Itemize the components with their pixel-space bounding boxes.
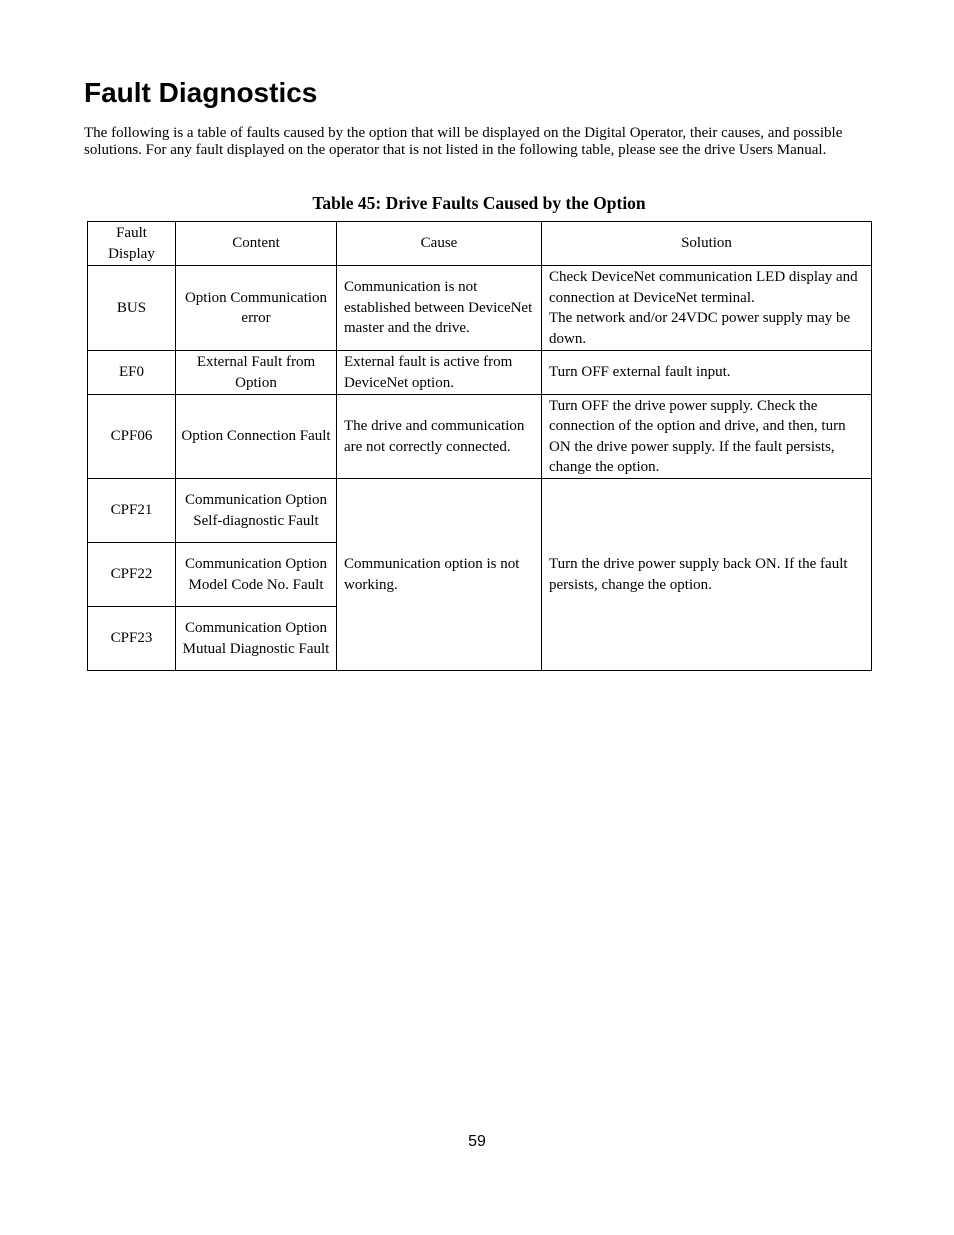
header-fault-display: Fault Display — [88, 222, 176, 266]
page-number: 59 — [468, 1133, 486, 1150]
fault-content: Communication Option Model Code No. Fault — [176, 543, 337, 607]
fault-content: Communication Option Self-diagnostic Fault — [176, 479, 337, 543]
table-row — [88, 266, 872, 351]
table-row — [88, 395, 872, 479]
page-heading: Fault Diagnostics — [84, 77, 318, 108]
fault-code: CPF06 — [88, 395, 176, 479]
fault-content: Option Connection Fault — [176, 395, 337, 479]
table-header-row — [88, 222, 872, 266]
table-caption: Table 45: Drive Faults Caused by the Option — [312, 193, 646, 213]
intro-paragraph: The following is a table of faults caused by the option that will be displayed on the Digital Operator, their causes, and possible solutions. For any fault displayed on the operator that is not listed in the following table, please see the drive Users Manual. — [84, 125, 843, 158]
fault-code: CPF22 — [88, 543, 176, 607]
fault-table — [87, 221, 872, 671]
fault-code: CPF21 — [88, 479, 176, 543]
fault-cause: Communication is not established between DeviceNet master and the drive. — [337, 266, 542, 351]
header-solution: Solution — [542, 222, 872, 266]
fault-solution: Turn the drive power supply back ON. If the fault persists, change the option. — [542, 479, 872, 671]
fault-solution-line: The network and/or 24VDC power supply may be down. — [549, 310, 851, 347]
fault-content: External Fault from Option — [176, 351, 337, 395]
fault-cause: Communication option is not working. — [337, 479, 542, 671]
fault-cause: External fault is active from DeviceNet option. — [337, 351, 542, 395]
table-row — [88, 351, 872, 395]
fault-code: BUS — [88, 266, 176, 351]
header-content: Content — [176, 222, 337, 266]
fault-solution: Turn OFF external fault input. — [542, 351, 872, 395]
table-row — [88, 479, 872, 543]
fault-content: Option Communication error — [176, 266, 337, 351]
fault-code: EF0 — [88, 351, 176, 395]
header-cause: Cause — [337, 222, 542, 266]
fault-solution — [542, 266, 872, 351]
fault-solution-line: Check DeviceNet communication LED display and connection at DeviceNet terminal. — [549, 269, 858, 306]
fault-code: CPF23 — [88, 607, 176, 671]
fault-solution: Turn OFF the drive power supply. Check the connection of the option and drive, and then, turn ON the drive power supply. If the fault persists, change the option. — [542, 395, 872, 479]
fault-cause: The drive and communication are not correctly connected. — [337, 395, 542, 479]
fault-content: Communication Option Mutual Diagnostic Fault — [176, 607, 337, 671]
